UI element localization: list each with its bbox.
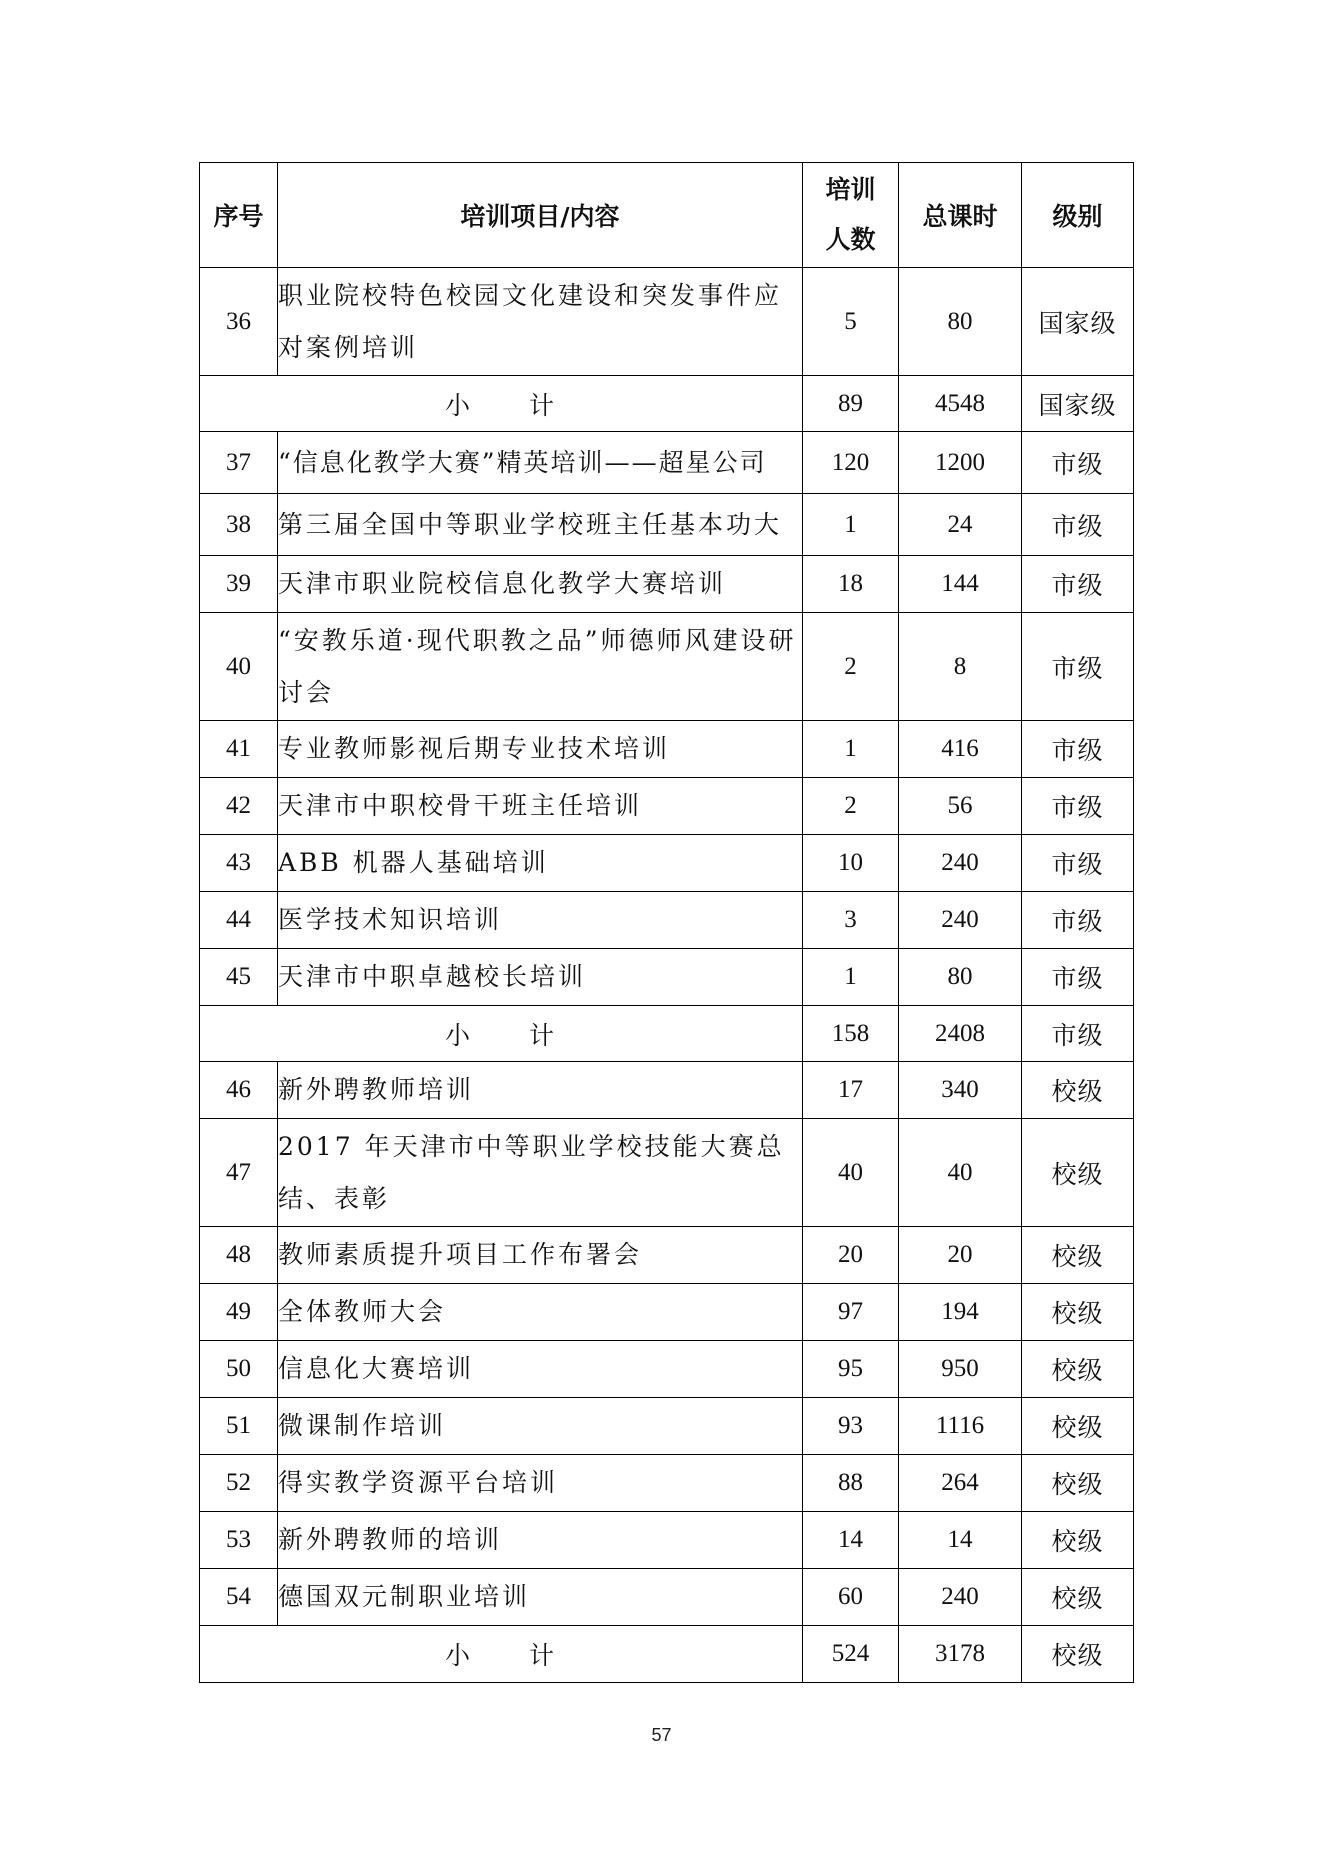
table-row xyxy=(200,268,1134,376)
row-hours: 264 xyxy=(899,1455,1022,1512)
training-table xyxy=(199,162,1134,1683)
row-hours: 1116 xyxy=(899,1398,1022,1455)
row-seq: 41 xyxy=(200,721,278,778)
header-level: 级别 xyxy=(1022,163,1134,268)
row-trainees: 88 xyxy=(803,1455,899,1512)
row-trainees: 10 xyxy=(803,835,899,892)
table-row xyxy=(200,721,1134,778)
table-row xyxy=(200,613,1134,721)
subtotal-label-b: 计 xyxy=(529,1020,558,1050)
table-row xyxy=(200,556,1134,613)
row-project: 微课制作培训 xyxy=(278,1398,803,1455)
row-hours: 80 xyxy=(899,949,1022,1006)
row-hours: 56 xyxy=(899,778,1022,835)
row-hours: 40 xyxy=(899,1119,1022,1227)
subtotal-label-b: 计 xyxy=(529,390,558,420)
row-project: 天津市中职校骨干班主任培训 xyxy=(278,778,803,835)
row-seq: 47 xyxy=(200,1119,278,1227)
subtotal-trainees: 89 xyxy=(803,376,899,432)
row-seq: 52 xyxy=(200,1455,278,1512)
row-trainees: 18 xyxy=(803,556,899,613)
row-trainees: 2 xyxy=(803,613,899,721)
row-level: 市级 xyxy=(1022,432,1134,494)
row-hours: 240 xyxy=(899,835,1022,892)
table-row xyxy=(200,1227,1134,1284)
row-trainees: 40 xyxy=(803,1119,899,1227)
subtotal-hours: 4548 xyxy=(899,376,1022,432)
row-level: 校级 xyxy=(1022,1455,1134,1512)
row-hours: 8 xyxy=(899,613,1022,721)
row-seq: 49 xyxy=(200,1284,278,1341)
row-level: 校级 xyxy=(1022,1569,1134,1626)
row-trainees: 17 xyxy=(803,1062,899,1119)
table-row xyxy=(200,1455,1134,1512)
row-seq: 44 xyxy=(200,892,278,949)
subtotal-level: 国家级 xyxy=(1022,376,1134,432)
row-level: 校级 xyxy=(1022,1341,1134,1398)
row-seq: 40 xyxy=(200,613,278,721)
header-trainees-line2: 人数 xyxy=(825,225,876,254)
row-project: 职业院校特色校园文化建设和突发事件应对案例培训 xyxy=(278,268,803,376)
row-seq: 48 xyxy=(200,1227,278,1284)
row-hours: 340 xyxy=(899,1062,1022,1119)
row-project: 天津市职业院校信息化教学大赛培训 xyxy=(278,556,803,613)
row-project: 第三届全国中等职业学校班主任基本功大 xyxy=(278,494,803,556)
row-trainees: 120 xyxy=(803,432,899,494)
row-project: “信息化教学大赛”精英培训——超星公司 xyxy=(278,432,803,494)
subtotal-trainees: 158 xyxy=(803,1006,899,1062)
row-level: 国家级 xyxy=(1022,268,1134,376)
row-level: 市级 xyxy=(1022,613,1134,721)
subtotal-label-a: 小 xyxy=(444,1641,473,1670)
row-hours: 240 xyxy=(899,1569,1022,1626)
row-hours: 194 xyxy=(899,1284,1022,1341)
row-project: 专业教师影视后期专业技术培训 xyxy=(278,721,803,778)
row-trainees: 20 xyxy=(803,1227,899,1284)
row-level: 校级 xyxy=(1022,1512,1134,1569)
row-trainees: 3 xyxy=(803,892,899,949)
table-row xyxy=(200,1512,1134,1569)
subtotal-level: 市级 xyxy=(1022,1006,1134,1062)
row-trainees: 1 xyxy=(803,494,899,556)
row-level: 市级 xyxy=(1022,835,1134,892)
row-hours: 950 xyxy=(899,1341,1022,1398)
row-seq: 50 xyxy=(200,1341,278,1398)
row-project: ABB 机器人基础培训 xyxy=(278,835,803,892)
row-seq: 36 xyxy=(200,268,278,376)
header-trainees xyxy=(803,163,899,268)
row-hours: 80 xyxy=(899,268,1022,376)
row-project: 新外聘教师培训 xyxy=(278,1062,803,1119)
subtotal-label-b: 计 xyxy=(529,1641,558,1670)
row-level: 市级 xyxy=(1022,721,1134,778)
row-project: 德国双元制职业培训 xyxy=(278,1569,803,1626)
row-hours: 14 xyxy=(899,1512,1022,1569)
row-project: 全体教师大会 xyxy=(278,1284,803,1341)
row-seq: 53 xyxy=(200,1512,278,1569)
row-project: 得实教学资源平台培训 xyxy=(278,1455,803,1512)
row-level: 校级 xyxy=(1022,1119,1134,1227)
subtotal-label xyxy=(200,1626,803,1683)
table-row xyxy=(200,432,1134,494)
subtotal-level: 校级 xyxy=(1022,1626,1134,1683)
table-row xyxy=(200,1341,1134,1398)
row-level: 市级 xyxy=(1022,556,1134,613)
subtotal-hours: 3178 xyxy=(899,1626,1022,1683)
row-trainees: 2 xyxy=(803,778,899,835)
row-project: “安教乐道·现代职教之品”师德师风建设研讨会 xyxy=(278,613,803,721)
row-seq: 46 xyxy=(200,1062,278,1119)
table-row xyxy=(200,1569,1134,1626)
row-seq: 37 xyxy=(200,432,278,494)
row-level: 市级 xyxy=(1022,892,1134,949)
row-hours: 144 xyxy=(899,556,1022,613)
page-number: 57 xyxy=(651,1725,672,1745)
row-project: 教师素质提升项目工作布署会 xyxy=(278,1227,803,1284)
table-row xyxy=(200,949,1134,1006)
row-project: 医学技术知识培训 xyxy=(278,892,803,949)
header-project: 培训项目/内容 xyxy=(278,163,803,268)
subtotal-label-a: 小 xyxy=(444,1020,473,1050)
header-trainees-line1: 培训 xyxy=(825,175,876,204)
table-header-row xyxy=(200,163,1134,268)
row-level: 校级 xyxy=(1022,1284,1134,1341)
row-hours: 416 xyxy=(899,721,1022,778)
table-row xyxy=(200,892,1134,949)
row-seq: 39 xyxy=(200,556,278,613)
table-row xyxy=(200,835,1134,892)
row-hours: 1200 xyxy=(899,432,1022,494)
row-project: 2017 年天津市中等职业学校技能大赛总结、表彰 xyxy=(278,1119,803,1227)
subtotal-label-a: 小 xyxy=(444,390,473,420)
row-level: 校级 xyxy=(1022,1398,1134,1455)
subtotal-row xyxy=(200,1006,1134,1062)
row-level: 市级 xyxy=(1022,494,1134,556)
row-trainees: 60 xyxy=(803,1569,899,1626)
subtotal-label xyxy=(200,376,803,432)
row-trainees: 1 xyxy=(803,949,899,1006)
table-row xyxy=(200,1119,1134,1227)
row-trainees: 97 xyxy=(803,1284,899,1341)
row-seq: 43 xyxy=(200,835,278,892)
row-level: 市级 xyxy=(1022,778,1134,835)
row-trainees: 93 xyxy=(803,1398,899,1455)
row-seq: 38 xyxy=(200,494,278,556)
row-hours: 240 xyxy=(899,892,1022,949)
row-seq: 54 xyxy=(200,1569,278,1626)
row-hours: 24 xyxy=(899,494,1022,556)
table-row xyxy=(200,1062,1134,1119)
row-project: 天津市中职卓越校长培训 xyxy=(278,949,803,1006)
table-row xyxy=(200,1284,1134,1341)
row-trainees: 14 xyxy=(803,1512,899,1569)
subtotal-hours: 2408 xyxy=(899,1006,1022,1062)
table-row xyxy=(200,494,1134,556)
row-trainees: 1 xyxy=(803,721,899,778)
row-seq: 45 xyxy=(200,949,278,1006)
row-project: 信息化大赛培训 xyxy=(278,1341,803,1398)
header-seq: 序号 xyxy=(200,163,278,268)
table-row xyxy=(200,1398,1134,1455)
row-trainees: 5 xyxy=(803,268,899,376)
row-hours: 20 xyxy=(899,1227,1022,1284)
row-trainees: 95 xyxy=(803,1341,899,1398)
row-seq: 42 xyxy=(200,778,278,835)
row-level: 市级 xyxy=(1022,949,1134,1006)
row-level: 校级 xyxy=(1022,1062,1134,1119)
row-project: 新外聘教师的培训 xyxy=(278,1512,803,1569)
subtotal-trainees: 524 xyxy=(803,1626,899,1683)
subtotal-row xyxy=(200,376,1134,432)
row-seq: 51 xyxy=(200,1398,278,1455)
row-level: 校级 xyxy=(1022,1227,1134,1284)
header-hours: 总课时 xyxy=(899,163,1022,268)
subtotal-label xyxy=(200,1006,803,1062)
subtotal-row xyxy=(200,1626,1134,1683)
table-row xyxy=(200,778,1134,835)
